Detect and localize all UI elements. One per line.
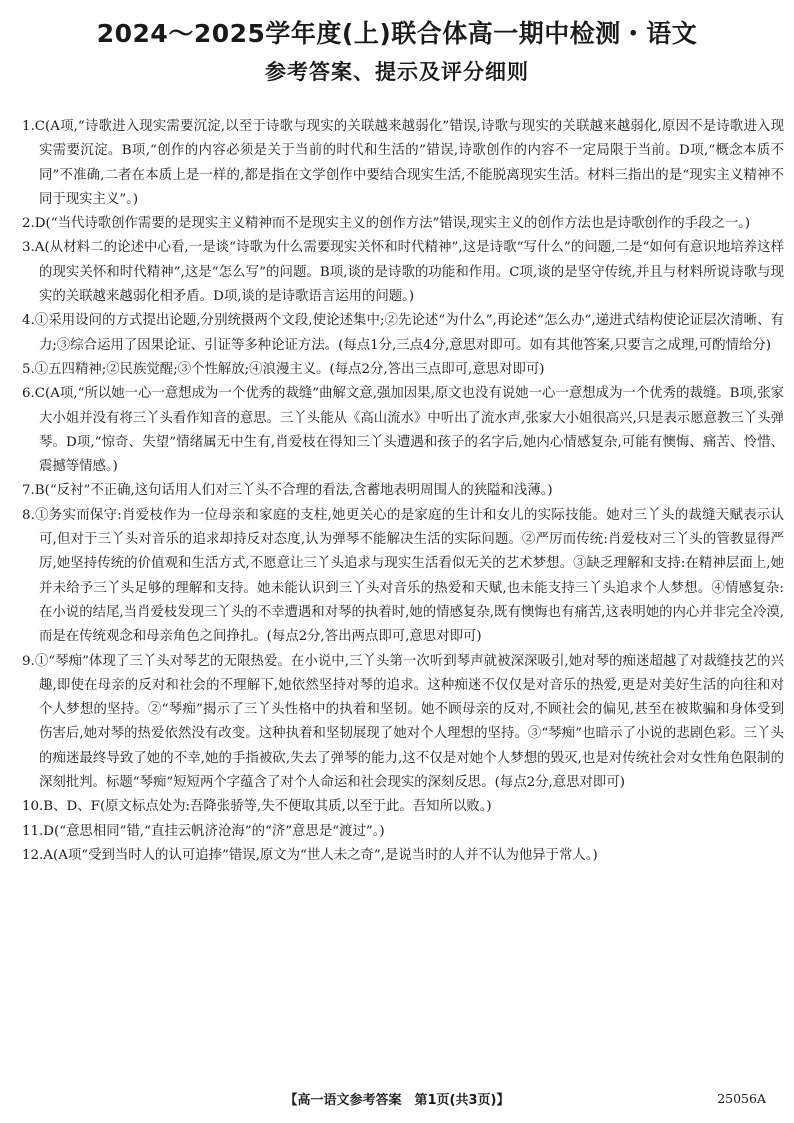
answer-item-5: 5.①五四精神;②民族觉醒;③个性解放;④浪漫主义。(每点2分,答出三点即可,意思对即可) [22, 361, 545, 377]
answer-item-9: 9.①“琴痴”体现了三丫头对琴艺的无限热爱。在小说中,三丫头第一次听到琴声就被深深吸引,她对琴的痴迷超越了对裁缝技艺的兴趣,即使在母亲的反对和社会的不理解下,她依然坚持对琴的追求。这种痴迷不仅仅是对音乐的热爱,更是对美好生活的向往和对个人梦想的坚持。②“琴痴”揭示了三丫头性格中的执着和坚韧。她不顾母亲的反对,不顾社会的偏见,甚至在被欺骗和身体受到伤害后,她对琴的热爱依然没有改变。这种执着和坚韧展现了她对个人理想的坚持。③“琴痴”也暗示了小说的悲剧色彩。三丫头的痴迷最终导致了她的不幸,她的手指被砍,失去了弹琴的能力,这不仅是对她个人梦想的毁灭,也是对传统社会对女性角色限制的深刻批判。标题“琴痴”短短两个字蕴含了对个人命运和社会现实的深刻反思。(每点2分,意思对即可) [22, 653, 784, 791]
answer-item-7: 7.B(“反衬”不正确,这句话用人们对三丫头不合理的看法,含蓄地表明周围人的狭隘和浅薄。) [22, 483, 553, 499]
answer-item-3: 3.A(从材料二的论述中心看,一是谈“诗歌为什么需要现实关怀和时代精神”,这是诗歌“写什么”的问题,二是“如何有意识地培养这样的现实关怀和时代精神”,这是“怎么写”的问题。B项,谈的是诗歌的功能和作用。C项,谈的是坚守传统,并且与材料所说诗歌与现实的关联越来越弱化相矛盾。D项,谈的是诗歌语言运用的问题。) [22, 240, 784, 305]
answer-item-4: 4.①采用设问的方式提出论题,分别统摄两个文段,使论述集中;②先论述“为什么”,再论述“怎么办”,递进式结构使论证层次清晰、有力;③综合运用了因果论证、引证等多种论证方法。(每点1分,三点4分,意思对即可。如有其他答案,只要言之成理,可酌情给分) [22, 313, 784, 353]
answer-item-1: 1.C(A项,“诗歌进入现实需要沉淀,以至于诗歌与现实的关联越来越弱化”错误,诗歌与现实的关联越来越弱化,原因不是诗歌进入现实需要沉淀。B项,“创作的内容必须是关于当前的时代和生活的”错误,诗歌创作的内容不一定局限于当前。D项,“概念本质不同”不准确,二者在本质上是一样的,都是指在文学创作中要结合现实生活,不能脱离现实生活。材料三指出的是“现实主义精神不同于现实主义”。) [22, 119, 784, 207]
answer-item-12: 12.A(A项“受到当时人的认可追捧”错误,原文为“世人未之奇”,是说当时的人并不认为他异于常人。) [22, 847, 598, 863]
page-subtitle: 参考答案、提示及评分细则 [265, 60, 529, 84]
answer-item-8: 8.①务实而保守:肖爱枝作为一位母亲和家庭的支柱,她更关心的是家庭的生计和女儿的实际技能。她对三丫头的裁缝天赋表示认可,但对于三丫头对音乐的追求却持反对态度,认为弹琴不能解决生活的实际问题。②严厉而传统:肖爱枝对三丫头的管教显得严厉,她坚持传统的价值观和生活方式,不愿意让三丫头追求与现实生活看似无关的艺术梦想。③缺乏理解和支持:在精神层面上,她并未给予三丫头足够的理解和支持。她未能认识到三丫头对音乐的热爱和天赋,也未能支持三丫头追求个人梦想。④情感复杂:在小说的结尾,当肖爱枝发现三丫头的不幸遭遇和对琴的执着时,她的情感复杂,既有懊悔也有痛苦,这表明她的内心并非完全冷漠,而是在传统观念和母亲角色之间挣扎。(每点2分,答出两点即可,意思对即可) [22, 507, 784, 645]
answer-item-2: 2.D(“当代诗歌创作需要的是现实主义精神而不是现实主义的创作方法”错误,现实主义的创作方法也是诗歌创作的手段之一。) [22, 216, 751, 232]
answer-item-6: 6.C(A项,“所以她一心一意想成为一个优秀的裁缝”曲解文意,强加因果,原文也没有说她一心一意想成为一个优秀的裁缝。B项,张家大小姐并没有将三丫头看作知音的意思。三丫头能从《高山流水》中听出了流水声,张家大小姐很高兴,只是表示愿意教三丫头弹琴。D项,“惊奇、失望”情绪属无中生有,肖爱枝在得知三丫头遭遇和孩子的名字后,她内心情感复杂,可能有懊悔、痛苦、怜惜、震撼等情感。) [22, 386, 784, 475]
answer-item-10: 10.B、D、F(原文标点处为:吾降张骄等,失不便取其质,以至于此。吾知所以败。) [22, 799, 492, 815]
answer-list [22, 115, 784, 868]
page-footer: 【高一语文参考答案 第1页(共3页)】 [284, 1093, 510, 1108]
answer-item-11: 11.D(“意思相同”错,“直挂云帆济沧海”的“济”意思是“渡过”。) [22, 823, 385, 839]
page-title: 2024～2025学年度(上)联合体高一期中检测・语文 [96, 19, 698, 48]
document-code: 25056A [717, 1091, 766, 1106]
